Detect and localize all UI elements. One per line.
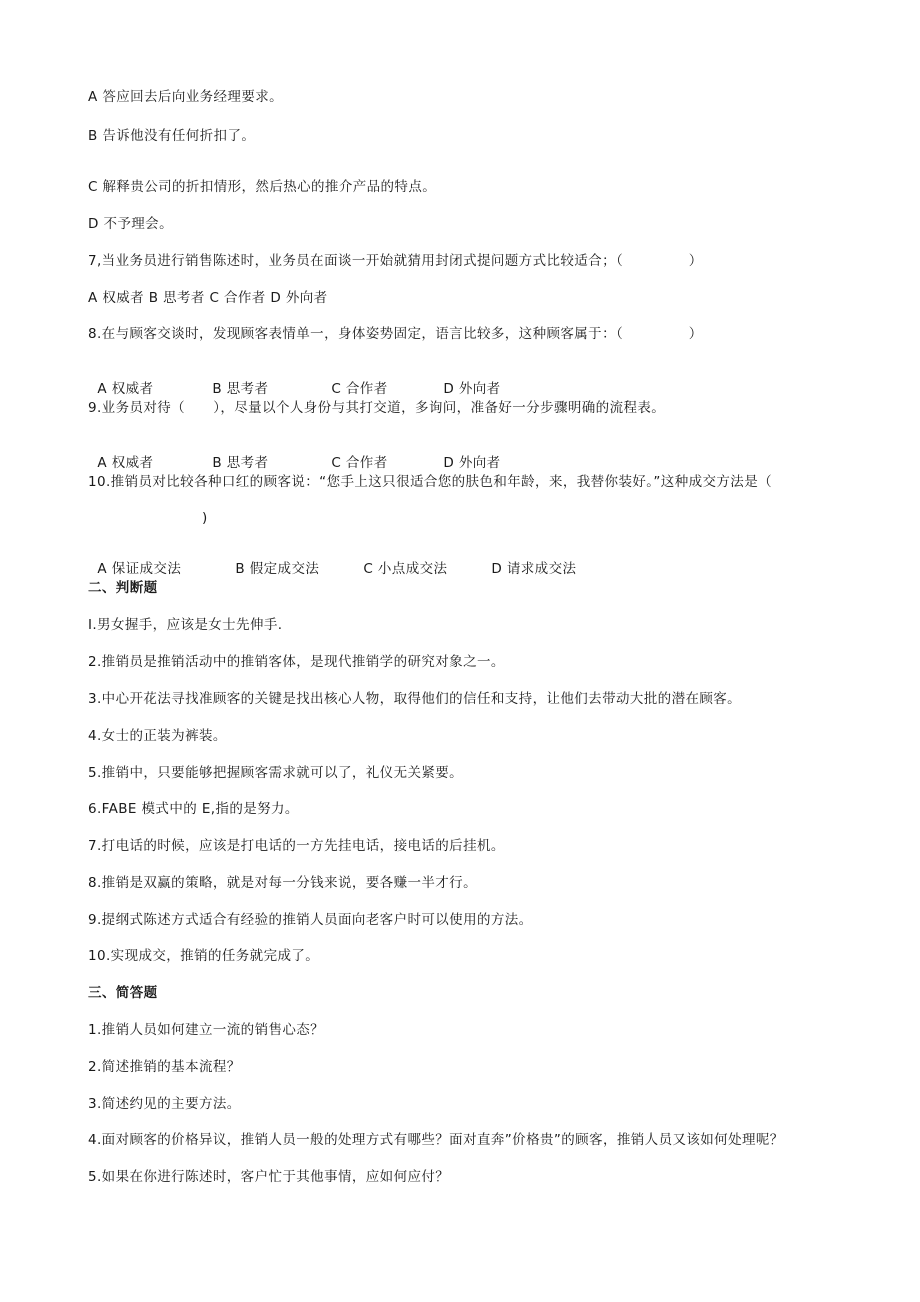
tf-item-4: 4.女士的正装为裤装。 [88,728,227,744]
section-3-title: 三、简答题 [88,985,158,1001]
q6-option-b: B 告诉他没有任何折扣了。 [88,128,256,144]
q9-option-d: D 外向者 [443,455,501,471]
q9-options [88,436,501,472]
q10-options [88,542,576,578]
tf-item-1: I.男女握手，应该是女士先伸手. [88,617,283,633]
q9-option-b: B 思考者 [212,455,269,471]
q10-text-continued: ) [202,510,208,526]
q10-option-b: B 假定成交法 [235,561,320,577]
q10-option-d: D 请求成交法 [491,561,577,577]
q8-text: 8.在与顾客交谈时，发现顾客表情单一，身体姿势固定，语言比较多，这种顾客属于：（ ） [88,326,703,342]
tf-item-8: 8.推销是双赢的策略，就是对每一分钱来说，要各赚一半才行。 [88,875,477,891]
tf-item-5: 5.推销中，只要能够把握顾客需求就可以了，礼仪无关紧要。 [88,765,464,781]
sa-item-4: 4.面对顾客的价格异议，推销人员一般的处理方式有哪些？面对直奔”价格贵”的顾客，推销人员又该如何处理呢？ [88,1132,784,1148]
tf-item-3: 3.中心开花法寻找准顾客的关键是找出核心人物，取得他们的信任和支持，让他们去带动大批的潜在顾客。 [88,691,742,707]
section-2-title: 二、判断题 [88,580,158,596]
q9-option-c: C 合作者 [331,455,388,471]
q10-option-c: C 小点成交法 [363,561,448,577]
q6-option-a: A 答应回去后向业务经理要求。 [88,89,284,105]
q9-text: 9.业务员对待（ ），尽量以个人身份与其打交道，多询问，准备好一分步骤明确的流程表。 [88,400,666,416]
q8-options [88,362,501,398]
tf-item-7: 7.打电话的时候，应该是打电话的一方先挂电话，接电话的后挂机。 [88,838,505,854]
sa-item-2: 2.简述推销的基本流程？ [88,1059,241,1075]
q10-text: 10.推销员对比较各种口红的顾客说：“您手上这只很适合您的肤色和年龄，来，我替你装好。”这种成交方法是（ [88,474,773,490]
q6-option-c: C 解释贵公司的折扣情形，然后热心的推介产品的特点。 [88,179,437,195]
q9-option-a: A 权威者 [97,455,154,471]
sa-item-1: 1.推销人员如何建立一流的销售心态？ [88,1022,325,1038]
sa-item-5: 5.如果在你进行陈述时，客户忙于其他事情，应如何应付？ [88,1169,450,1185]
q8-option-d: D 外向者 [443,381,501,397]
q6-option-d: D 不予理会。 [88,216,173,232]
tf-item-2: 2.推销员是推销活动中的推销客体，是现代推销学的研究对象之一。 [88,654,505,670]
q8-option-b: B 思考者 [212,381,269,397]
sa-item-3: 3.简述约见的主要方法。 [88,1096,241,1112]
q8-option-a: A 权威者 [97,381,154,397]
q7-text: 7,当业务员进行销售陈述时，业务员在面谈一开始就猜用封闭式提问题方式比较适合；（ ） [88,253,703,269]
q10-option-a: A 保证成交法 [97,561,182,577]
tf-item-9: 9.提纲式陈述方式适合有经验的推销人员面向老客户时可以使用的方法。 [88,912,533,928]
tf-item-6: 6.FABE 模式中的 E,指的是努力。 [88,801,299,817]
q8-option-c: C 合作者 [331,381,388,397]
tf-item-10: 10.实现成交，推销的任务就完成了。 [88,948,320,964]
q7-options: A 权威者 B 思考者 C 合作者 D 外向者 [88,290,328,306]
